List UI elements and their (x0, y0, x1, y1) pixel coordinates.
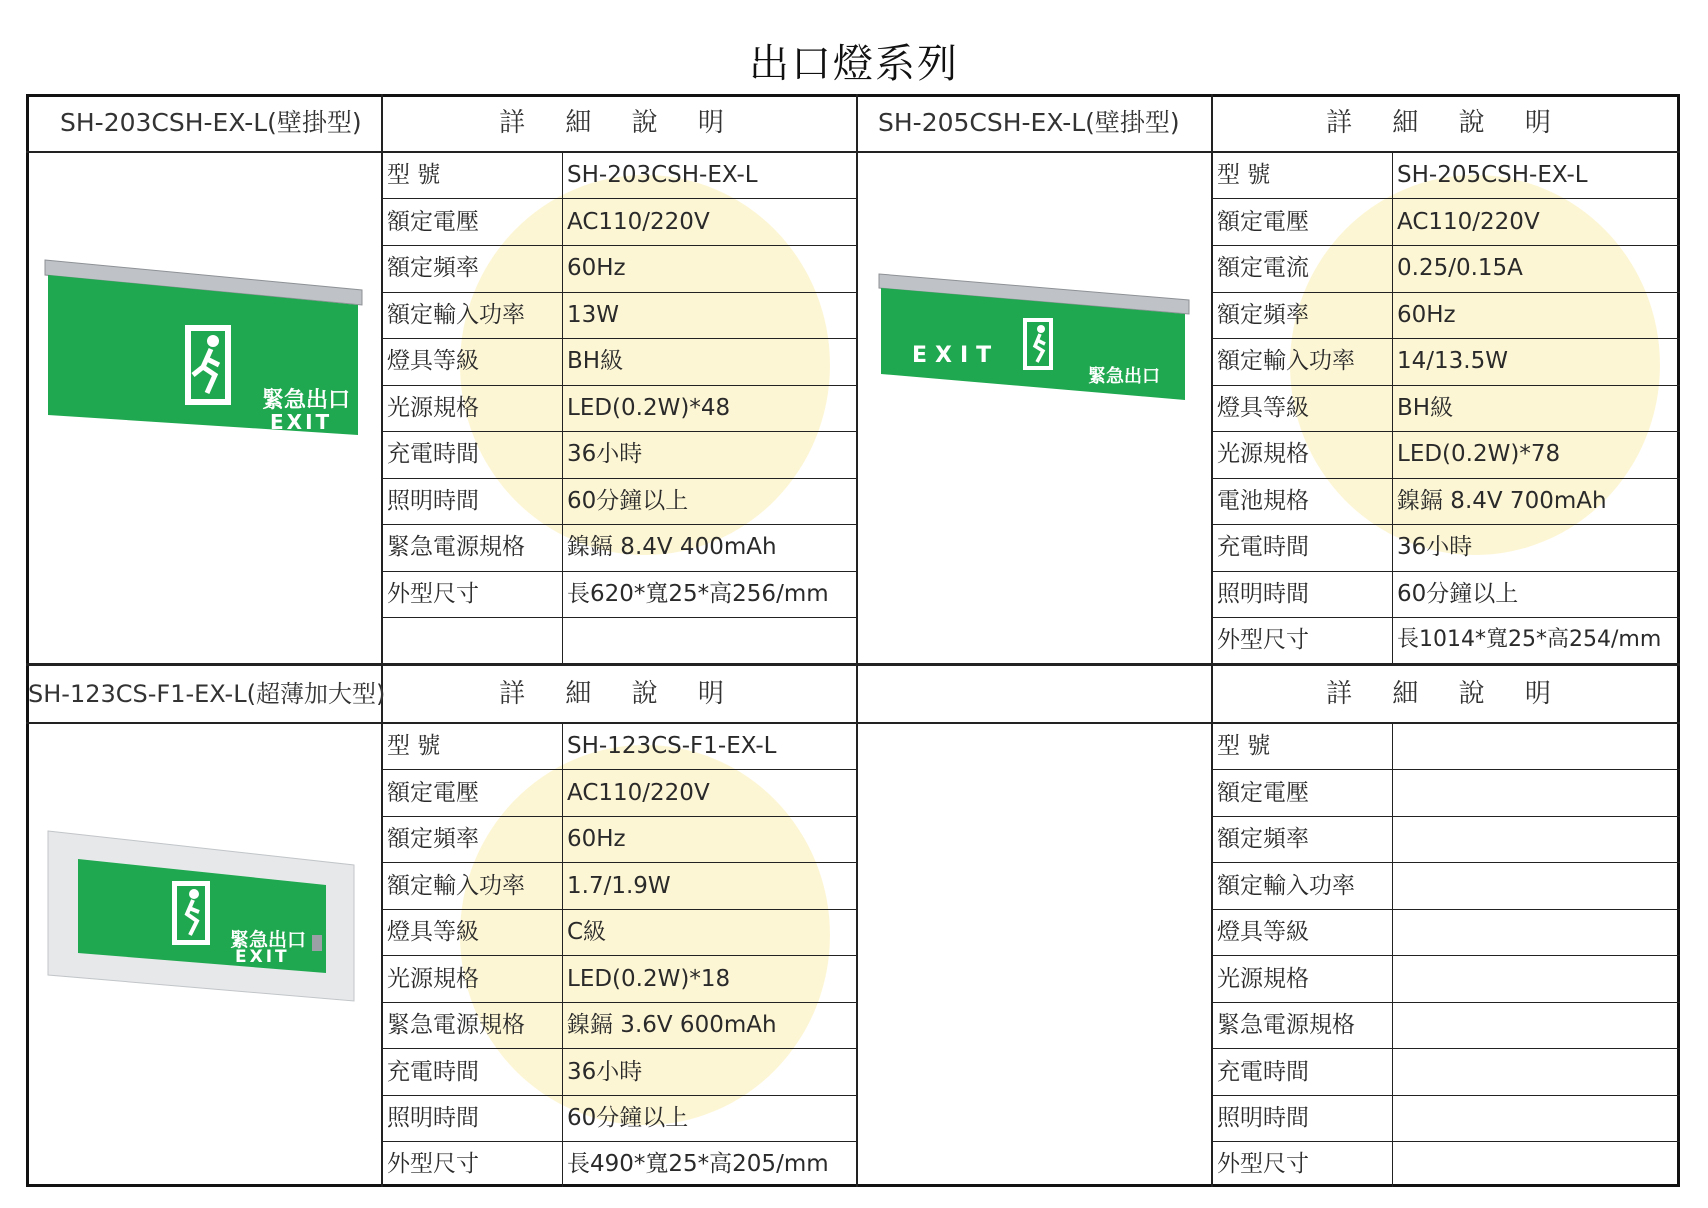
spec-label: 充電時間 (387, 1059, 479, 1085)
spec-label: 光源規格 (387, 395, 479, 421)
row-line (381, 571, 856, 572)
page-title: 出口燈系列 (749, 41, 959, 87)
row-line (381, 431, 856, 432)
product-image-sh-123 (42, 825, 362, 1005)
spec-value: 60Hz (1397, 302, 1456, 328)
spec-value: 鎳鎘 3.6V 600mAh (567, 1012, 777, 1038)
detail-header-2: 詳 細 說 明 (1326, 108, 1567, 138)
spec-value: 1.7/1.9W (567, 873, 671, 899)
row-line (381, 955, 856, 956)
sign-text-en-205: EXIT (912, 343, 1000, 368)
row-line (1211, 955, 1680, 956)
row-line (381, 816, 856, 817)
row-line (1211, 1095, 1680, 1096)
spec-label: 額定輸入功率 (1217, 348, 1355, 374)
detail-header-1: 詳 細 說 明 (499, 108, 740, 138)
spec-value: BH級 (567, 348, 624, 374)
spec-label: 外型尺寸 (1217, 1151, 1309, 1177)
row-line (381, 1048, 856, 1049)
spec-label: 燈具等級 (1217, 395, 1309, 421)
spec-label: 燈具等級 (1217, 919, 1309, 945)
row-line (381, 245, 856, 246)
spec-value: 鎳鎘 8.4V 400mAh (567, 534, 777, 560)
spec-value: 60Hz (567, 255, 626, 281)
spec-label: 光源規格 (387, 966, 479, 992)
spec-label: 光源規格 (1217, 441, 1309, 467)
spec-label: 外型尺寸 (387, 581, 479, 607)
spec-label: 額定電壓 (387, 209, 479, 235)
spec-value: AC110/220V (567, 780, 710, 806)
spec-value: SH-203CSH-EX-L (567, 162, 758, 188)
spec-label: 照明時間 (1217, 1105, 1309, 1131)
row-line (381, 862, 856, 863)
detail-header-4: 詳 細 說 明 (1326, 679, 1567, 709)
row-line (1211, 1141, 1680, 1142)
spec-label: 照明時間 (1217, 581, 1309, 607)
spec-label: 額定輸入功率 (387, 302, 525, 328)
spec-label: 光源規格 (1217, 966, 1309, 992)
spec-value: LED(0.2W)*78 (1397, 441, 1561, 467)
spec-label: 緊急電源規格 (387, 534, 525, 560)
spec-label: 額定輸入功率 (1217, 873, 1355, 899)
row-line (381, 769, 856, 770)
spec-value: SH-205CSH-EX-L (1397, 162, 1588, 188)
spec-value: 長620*寬25*高256/mm (567, 581, 829, 607)
row-line (1211, 478, 1680, 479)
model-label-sh-123: SH-123CS-F1-EX-L(超薄加大型) (28, 680, 386, 708)
spec-label: 額定頻率 (1217, 302, 1309, 328)
spec-label: 照明時間 (387, 488, 479, 514)
spec-label: 型 號 (1217, 162, 1271, 188)
grid-hline-section (26, 663, 1680, 666)
row-line (381, 524, 856, 525)
row-line (1211, 431, 1680, 432)
row-line (1211, 617, 1680, 618)
spec-label: 充電時間 (1217, 534, 1309, 560)
spec-label: 額定電壓 (1217, 209, 1309, 235)
spec-value: 13W (567, 302, 620, 328)
model-label-sh-205: SH-205CSH-EX-L(壁掛型) (878, 108, 1180, 137)
spec-value: 60分鐘以上 (567, 1105, 689, 1131)
row-line (1211, 1048, 1680, 1049)
spec-value: 鎳鎘 8.4V 700mAh (1397, 488, 1607, 514)
grid-hline-header1 (26, 151, 1680, 153)
row-line (381, 292, 856, 293)
spec-label: 充電時間 (1217, 1059, 1309, 1085)
grid-vline-2 (562, 151, 563, 663)
sign-text-cn-123: 緊急出口 (230, 929, 307, 951)
spec-label: 充電時間 (387, 441, 479, 467)
row-line (381, 1002, 856, 1003)
row-line (1211, 816, 1680, 817)
spec-label: 額定頻率 (387, 826, 479, 852)
spec-label: 額定頻率 (387, 255, 479, 281)
row-line (1211, 385, 1680, 386)
grid-vline-1 (381, 94, 383, 1187)
row-line (381, 909, 856, 910)
row-line (1211, 292, 1680, 293)
spec-label: 緊急電源規格 (387, 1012, 525, 1038)
sign-text-cn-205: 緊急出口 (1088, 366, 1160, 387)
row-line (1211, 571, 1680, 572)
spec-label: 額定頻率 (1217, 826, 1309, 852)
spec-label: 燈具等級 (387, 348, 479, 374)
spec-label: 型 號 (387, 162, 441, 188)
spec-value: 60分鐘以上 (567, 488, 689, 514)
spec-label: 型 號 (387, 733, 441, 759)
spec-label: 外型尺寸 (387, 1151, 479, 1177)
spec-label: 額定電壓 (387, 780, 479, 806)
spec-label: 型 號 (1217, 733, 1271, 759)
spec-label: 緊急電源規格 (1217, 1012, 1355, 1038)
spec-value: 14/13.5W (1397, 348, 1508, 374)
grid-vline-4 (1211, 94, 1213, 1187)
row-line (381, 478, 856, 479)
spec-value: C級 (567, 919, 607, 945)
sign-text-en-203: EXIT (270, 410, 333, 434)
spec-value: 36小時 (567, 1059, 643, 1085)
grid-hline-header2 (26, 722, 1680, 724)
row-line (1211, 338, 1680, 339)
spec-label: 照明時間 (387, 1105, 479, 1131)
spec-label: 電池規格 (1217, 488, 1309, 514)
sign-text-en-123: EXIT (235, 947, 290, 967)
row-line (1211, 245, 1680, 246)
spec-label: 額定輸入功率 (387, 873, 525, 899)
spec-value: BH級 (1397, 395, 1454, 421)
product-image-sh-205 (875, 270, 1195, 410)
row-line (1211, 769, 1680, 770)
row-line (1211, 198, 1680, 199)
row-line (381, 338, 856, 339)
spec-value: 36小時 (567, 441, 643, 467)
row-line (381, 1095, 856, 1096)
row-line (381, 198, 856, 199)
spec-label: 額定電壓 (1217, 780, 1309, 806)
row-line (1211, 909, 1680, 910)
spec-value: 0.25/0.15A (1397, 255, 1523, 281)
spec-value: LED(0.2W)*48 (567, 395, 731, 421)
row-line (1211, 524, 1680, 525)
spec-value: 長490*寬25*高205/mm (567, 1151, 829, 1177)
spec-value: AC110/220V (567, 209, 710, 235)
spec-value: 36小時 (1397, 534, 1473, 560)
spec-value: LED(0.2W)*18 (567, 966, 731, 992)
spec-label: 外型尺寸 (1217, 627, 1309, 653)
spec-value: AC110/220V (1397, 209, 1540, 235)
spec-value: 長1014*寬25*高254/mm (1397, 627, 1662, 652)
row-line (1211, 862, 1680, 863)
spec-value: SH-123CS-F1-EX-L (567, 733, 777, 759)
spec-label: 燈具等級 (387, 919, 479, 945)
grid-vline-5 (1392, 151, 1393, 663)
spec-value: 60Hz (567, 826, 626, 852)
model-label-sh-203: SH-203CSH-EX-L(壁掛型) (60, 108, 362, 137)
grid-vline-3 (856, 94, 858, 1187)
row-line (381, 1141, 856, 1142)
detail-header-3: 詳 細 說 明 (499, 679, 740, 709)
spec-value: 60分鐘以上 (1397, 581, 1519, 607)
row-line (1211, 1002, 1680, 1003)
spec-label: 額定電流 (1217, 255, 1309, 281)
row-line (381, 617, 856, 618)
row-line (381, 385, 856, 386)
sign-text-cn-203: 緊急出口 (262, 388, 351, 413)
